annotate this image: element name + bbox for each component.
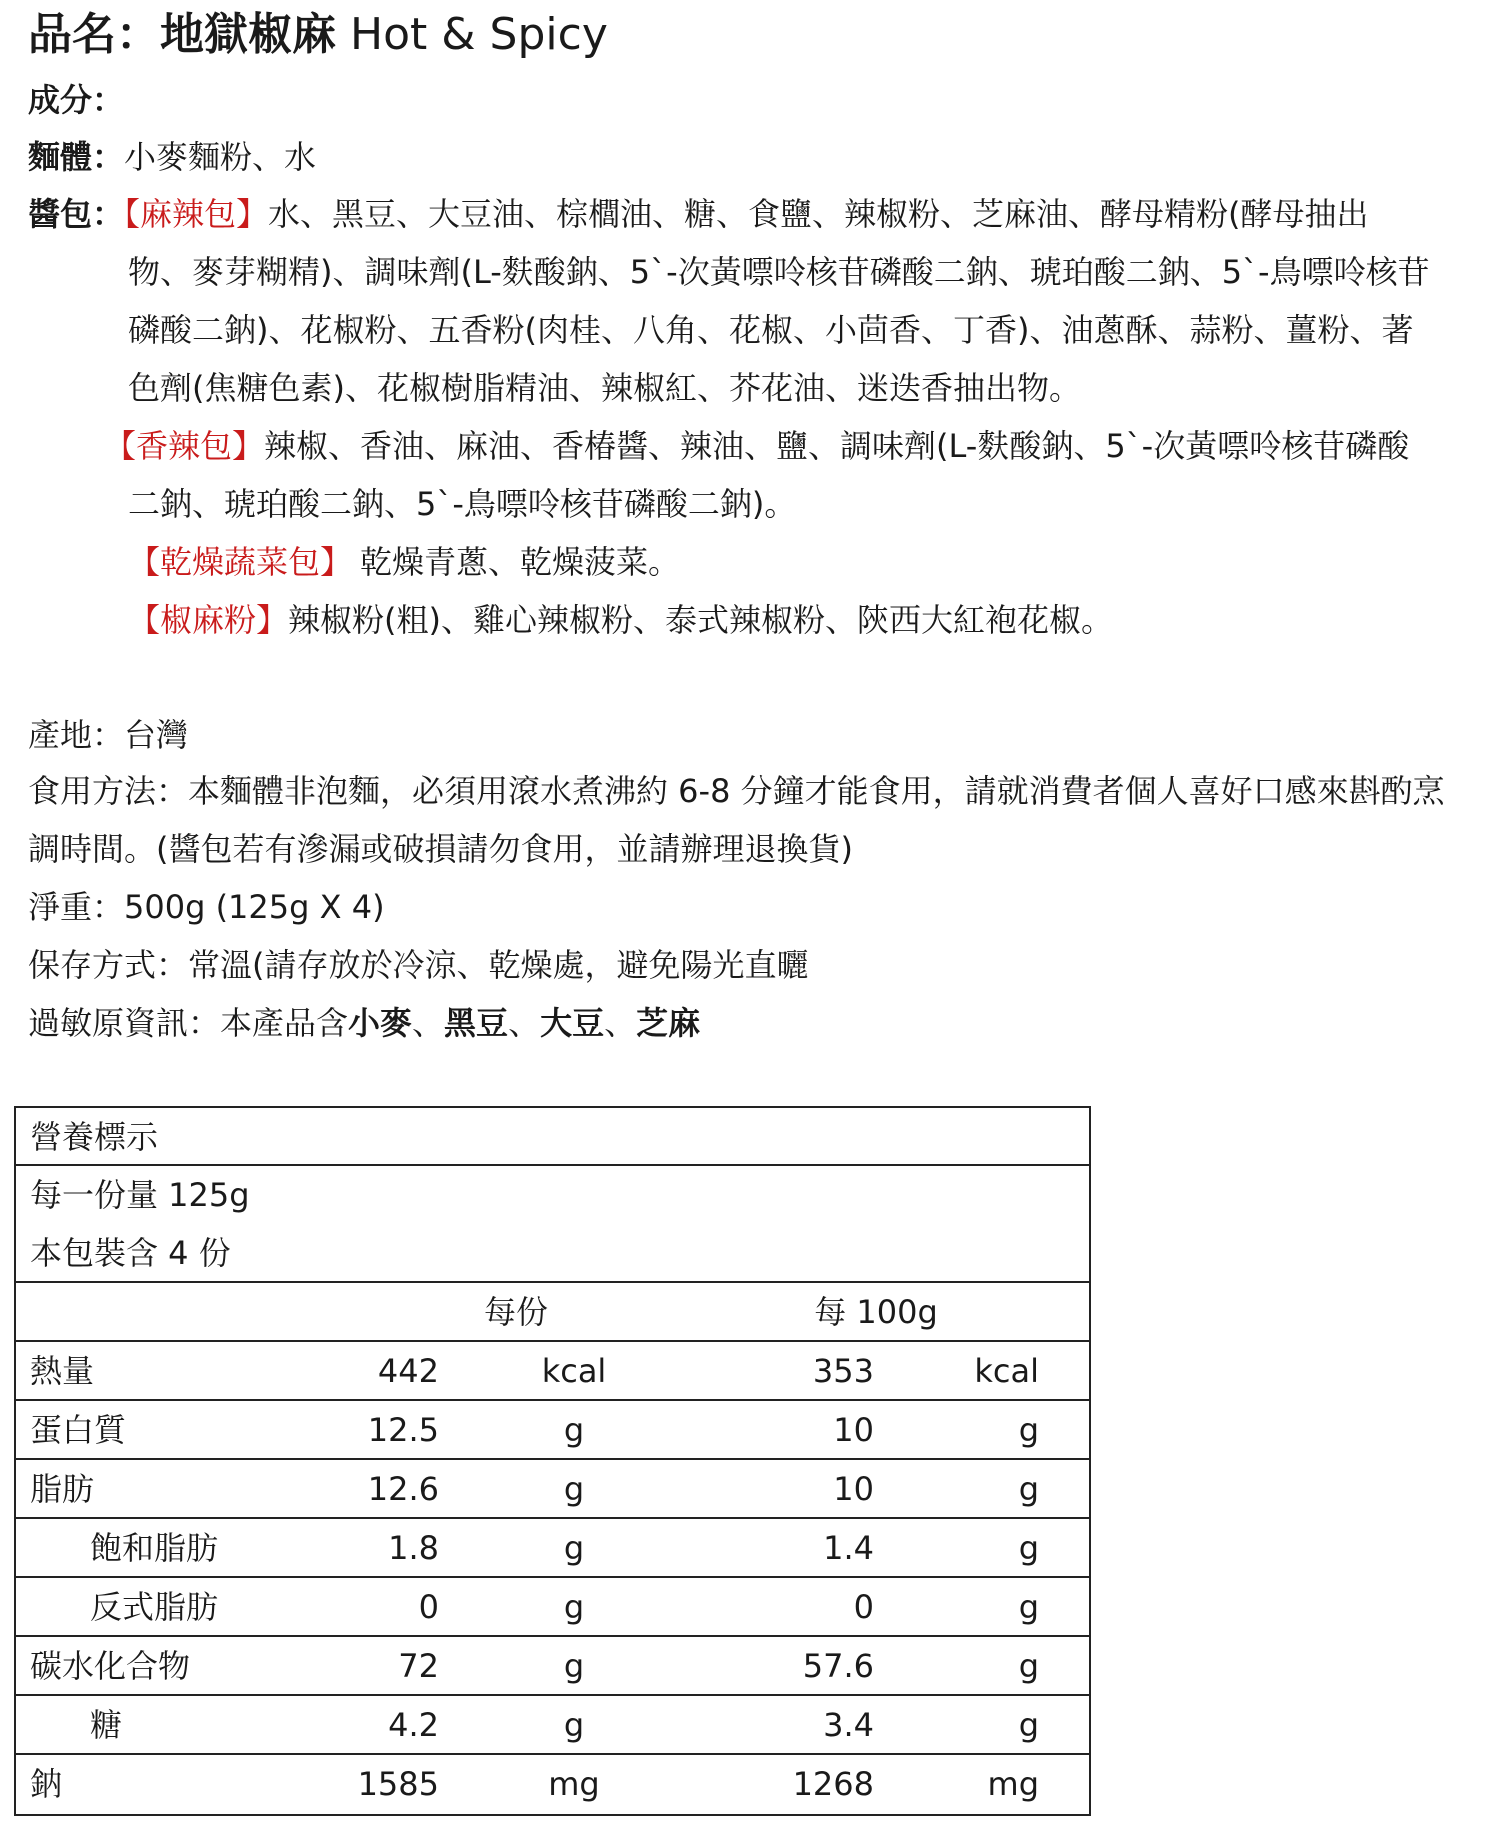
spicy-text-1: 辣椒、香油、麻油、香椿醬、辣油、鹽、調味劑(L-麩酸鈉、5`-次黃嘌呤核苷磷酸: [264, 427, 1410, 465]
table-row: [16, 1519, 1089, 1578]
mala-text-2: 物、麥芽糊精)、調味劑(L-麩酸鈉、5`-次黃嘌呤核苷磷酸二鈉、琥珀酸二鈉、5`-鳥嘌呤核苷: [128, 253, 1430, 291]
noodle-label: 麵體：: [28, 138, 125, 176]
value-per-100g: 1.4: [823, 1529, 874, 1567]
allergen-sep-1: 、: [412, 1004, 445, 1042]
table-row: [16, 1460, 1089, 1519]
unit-per-serving: kcal: [541, 1352, 607, 1390]
nutrient-name: 飽和脂肪: [90, 1529, 219, 1567]
noodle-line: [28, 135, 316, 179]
noodle-text: 小麥麵粉、水: [124, 138, 317, 176]
veg-line: [128, 540, 680, 584]
unit-per-100g: mg: [987, 1765, 1039, 1803]
value-per-serving: 12.6: [367, 1470, 439, 1508]
unit-per-serving: g: [563, 1647, 585, 1685]
mala-text-4: 色劑(焦糖色素)、花椒樹脂精油、辣椒紅、芥花油、迷迭香抽出物。: [128, 369, 1081, 407]
table-row: [16, 1342, 1089, 1401]
allergen-sesame: 芝麻: [636, 1004, 701, 1042]
unit-per-serving: g: [563, 1470, 585, 1508]
unit-per-100g: g: [1018, 1470, 1039, 1508]
value-per-serving: 4.2: [388, 1706, 439, 1744]
sauce-label: 醬包：: [28, 195, 125, 233]
unit-per-100g: g: [1018, 1529, 1039, 1567]
nutrition-title: 營養標示: [30, 1118, 159, 1156]
unit-per-100g: g: [1018, 1647, 1039, 1685]
unit-per-serving: g: [563, 1411, 585, 1449]
serving-size: 每一份量 125g: [30, 1176, 250, 1214]
spicy-text-2: 二鈉、琥珀酸二鈉、5`-鳥嘌呤核苷磷酸二鈉)。: [128, 485, 797, 523]
nutrient-name: 鈉: [30, 1765, 63, 1803]
serving-row: [16, 1166, 1089, 1283]
col-per-100g: 每 100g: [814, 1293, 938, 1331]
unit-per-100g: kcal: [974, 1352, 1039, 1390]
value-per-100g: 57.6: [802, 1647, 874, 1685]
allergen-soybean: 大豆: [540, 1004, 605, 1042]
allergen-prefix: 過敏原資訊：本產品含: [28, 1004, 349, 1042]
value-per-serving: 1585: [357, 1765, 439, 1803]
allergen-sep-3: 、: [604, 1004, 637, 1042]
ingredients-heading: 成分：: [28, 81, 125, 119]
unit-per-serving: g: [563, 1529, 585, 1567]
column-header-row: [16, 1283, 1089, 1342]
value-per-serving: 442: [377, 1352, 439, 1390]
table-row: [16, 1578, 1089, 1637]
unit-per-serving: mg: [548, 1765, 600, 1803]
allergen-info: [28, 1001, 700, 1045]
usage-line-2: 調時間。(醬包若有滲漏或破損請勿食用，並請辦理退換貨): [28, 830, 853, 868]
spicy-tag: 【香辣包】: [104, 427, 265, 465]
storage: 保存方式：常溫(請存放於冷涼、乾燥處，避免陽光直曬: [28, 946, 809, 984]
veg-tag: 【乾燥蔬菜包】: [128, 543, 353, 581]
allergen-sep-2: 、: [508, 1004, 541, 1042]
net-weight: 淨重：500g (125g X 4): [28, 888, 385, 926]
product-title: [28, 4, 608, 66]
veg-text: 乾燥青蔥、乾燥菠菜。: [360, 543, 681, 581]
table-row: [16, 1696, 1089, 1755]
allergen-black-bean: 黑豆: [444, 1004, 509, 1042]
usage-line-1: 食用方法：本麵體非泡麵，必須用滾水煮沸約 6-8 分鐘才能食用，請就消費者個人喜好口感來斟酌烹: [28, 772, 1445, 810]
mala-text-1: 水、黑豆、大豆油、棕櫚油、糖、食鹽、辣椒粉、芝麻油、酵母精粉(酵母抽出: [268, 195, 1369, 233]
value-per-serving: 72: [398, 1647, 439, 1685]
product-name-zh: 品名：地獄椒麻: [28, 9, 336, 60]
table-row: [16, 1755, 1089, 1814]
nutrition-title-row: [16, 1108, 1089, 1166]
value-per-100g: 10: [833, 1411, 874, 1449]
unit-per-serving: g: [563, 1588, 585, 1626]
origin: 產地：台灣: [28, 716, 189, 754]
nutrient-name: 熱量: [30, 1352, 95, 1390]
unit-per-100g: g: [1018, 1588, 1039, 1626]
nutrient-name: 脂肪: [30, 1470, 95, 1508]
unit-per-serving: g: [563, 1706, 585, 1744]
unit-per-100g: g: [1018, 1411, 1039, 1449]
allergen-wheat: 小麥: [348, 1004, 413, 1042]
value-per-100g: 1268: [792, 1765, 874, 1803]
nutrient-name: 碳水化合物: [30, 1647, 191, 1685]
value-per-serving: 12.5: [367, 1411, 439, 1449]
value-per-100g: 0: [853, 1588, 874, 1626]
pepper-line: [128, 598, 1113, 642]
pepper-text: 辣椒粉(粗)、雞心辣椒粉、泰式辣椒粉、陝西大紅袍花椒。: [288, 601, 1113, 639]
table-row: [16, 1401, 1089, 1460]
value-per-100g: 10: [833, 1470, 874, 1508]
nutrient-name: 反式脂肪: [90, 1588, 219, 1626]
pepper-tag: 【椒麻粉】: [128, 601, 289, 639]
mala-tag: 【麻辣包】: [124, 195, 269, 233]
product-name-en: Hot & Spicy: [350, 9, 608, 60]
nutrient-name: 糖: [90, 1706, 123, 1744]
unit-per-100g: g: [1018, 1706, 1039, 1744]
mala-text-3: 磷酸二鈉)、花椒粉、五香粉(肉桂、八角、花椒、小茴香、丁香)、油蔥酥、蒜粉、薑粉、著: [128, 311, 1414, 349]
table-row: [16, 1637, 1089, 1696]
spicy-line-1: [104, 424, 1409, 468]
value-per-100g: 353: [812, 1352, 874, 1390]
servings-per-pack: 本包裝含 4 份: [30, 1234, 231, 1272]
value-per-serving: 1.8: [388, 1529, 439, 1567]
sauce-line-1: [28, 192, 1369, 236]
value-per-100g: 3.4: [823, 1706, 874, 1744]
nutrient-name: 蛋白質: [30, 1411, 127, 1449]
value-per-serving: 0: [418, 1588, 439, 1626]
nutrition-table: [14, 1106, 1091, 1816]
col-per-serving: 每份: [483, 1293, 548, 1331]
